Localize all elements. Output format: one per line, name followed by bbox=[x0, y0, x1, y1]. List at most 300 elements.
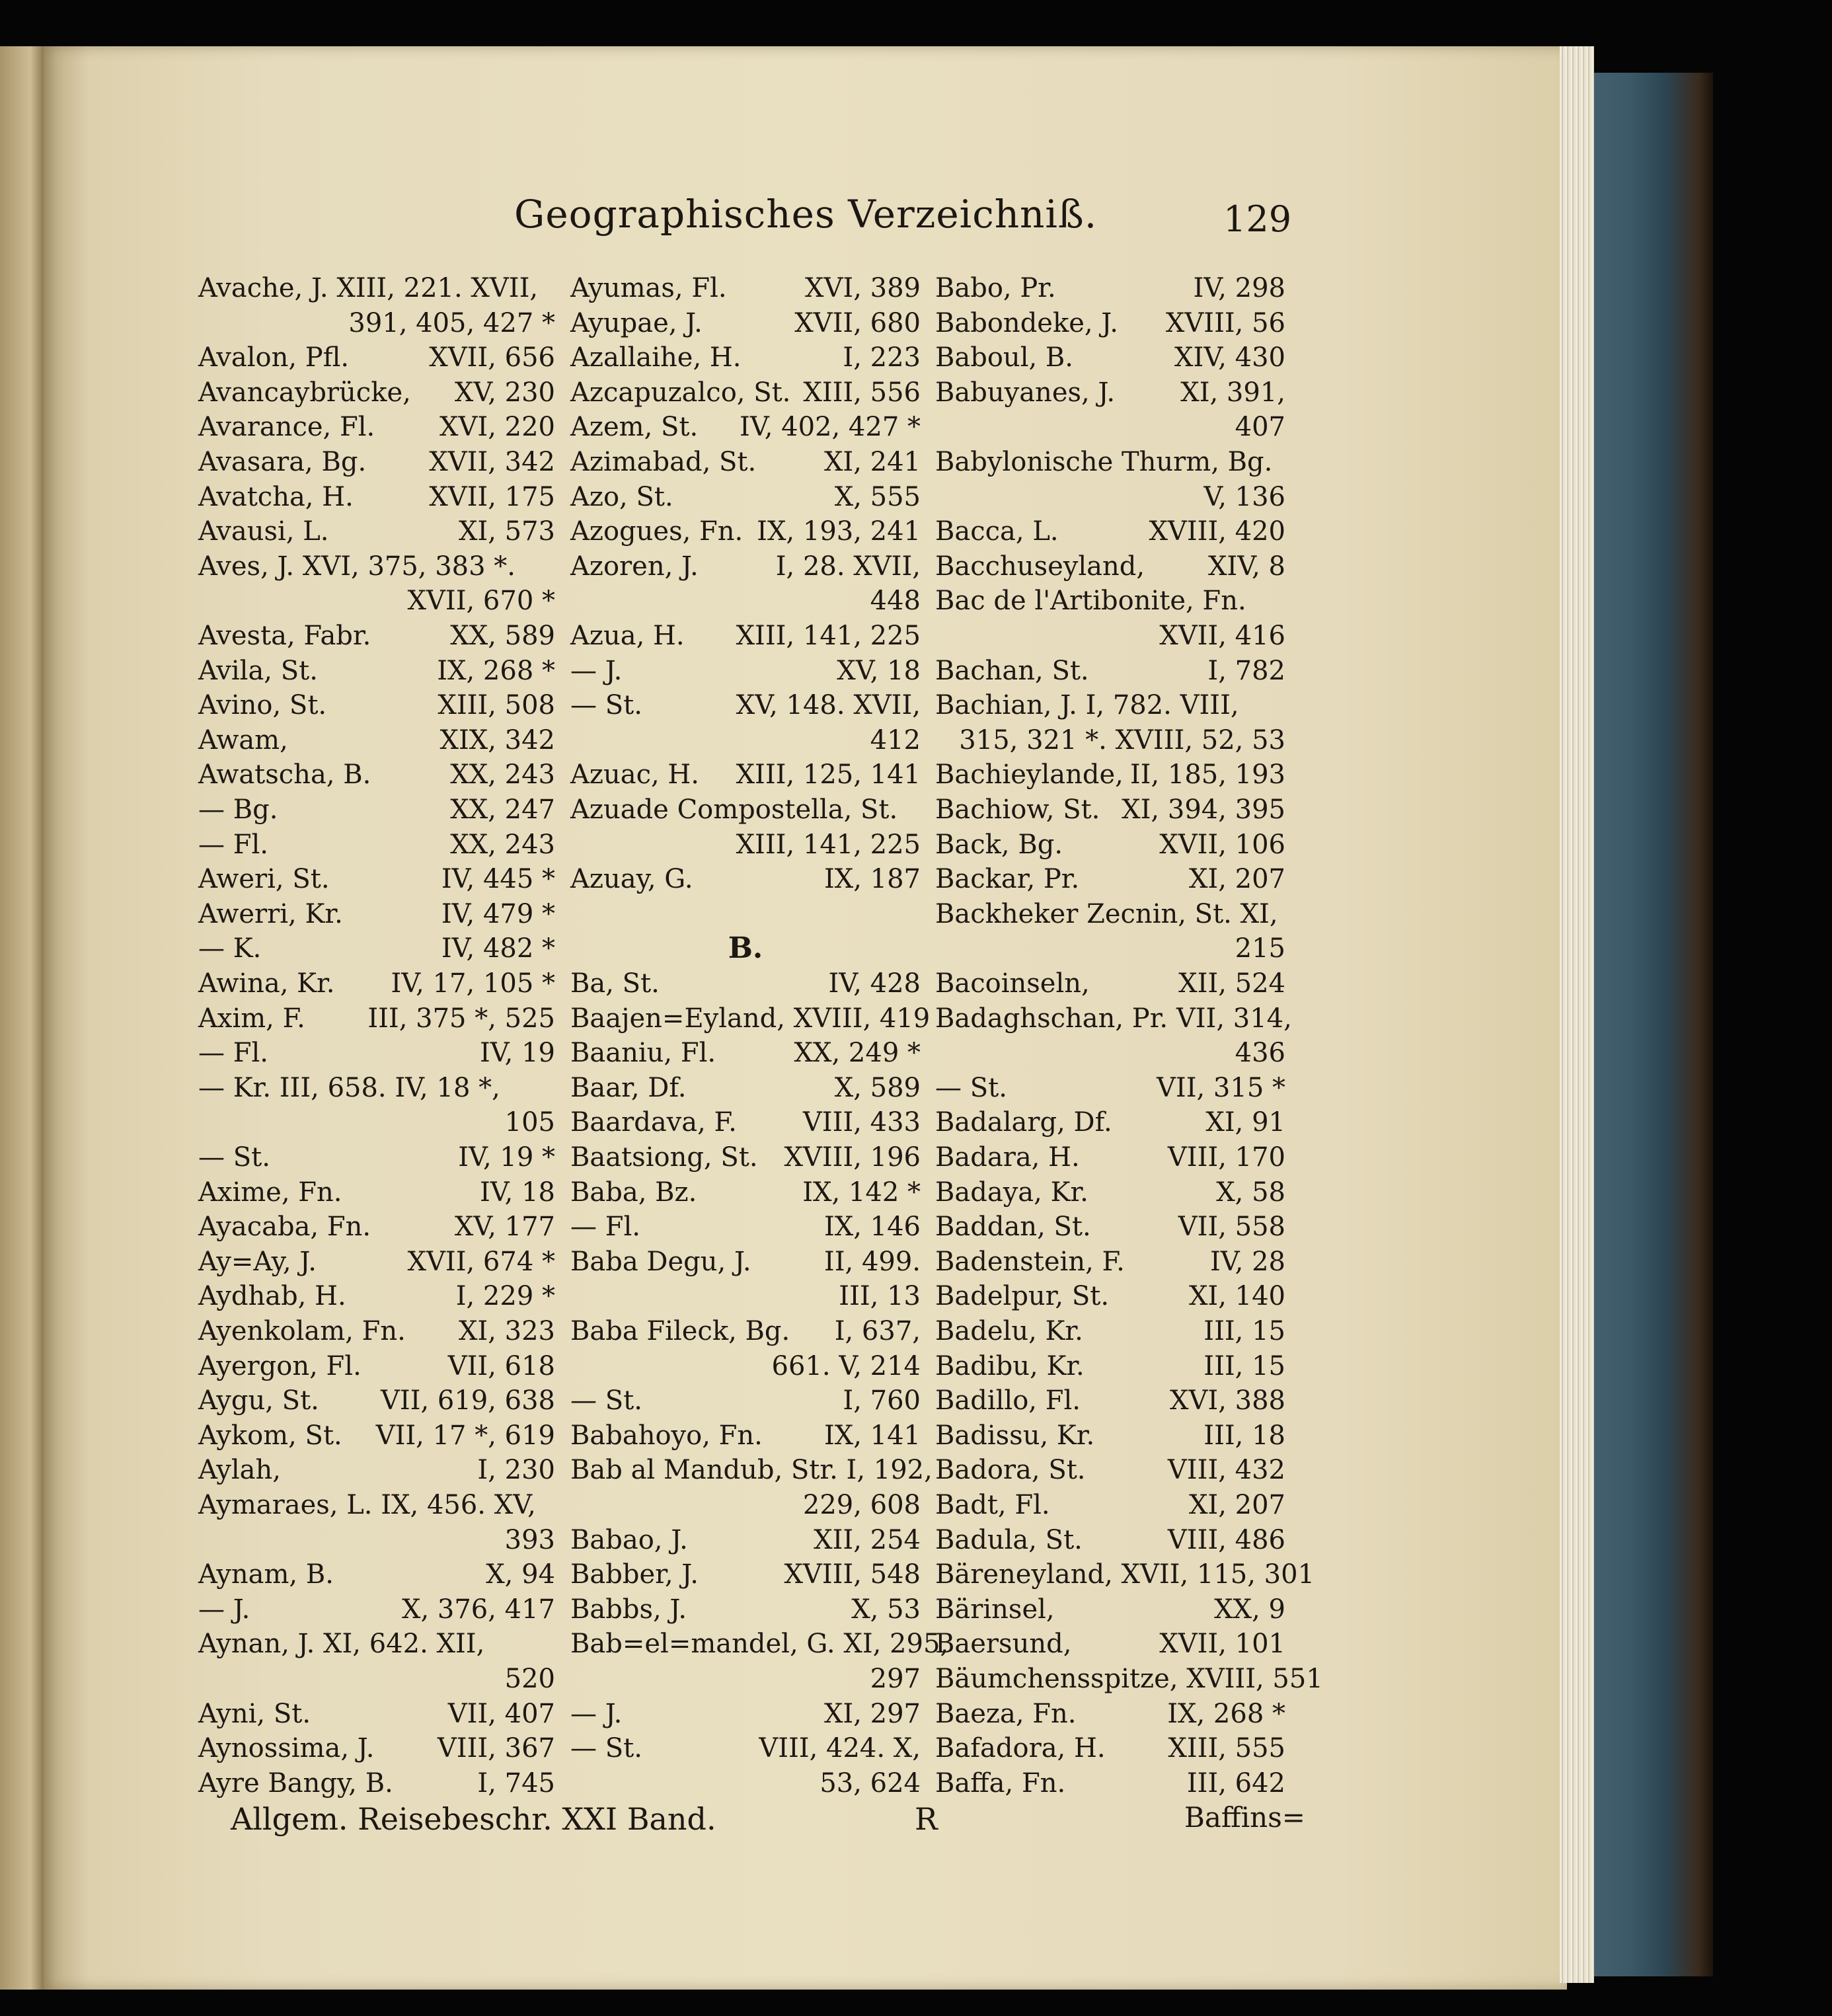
index-entry bbox=[570, 306, 921, 340]
entry-reference: XVII, 106 bbox=[1159, 829, 1285, 860]
index-entry bbox=[198, 1140, 555, 1175]
entry-reference: VII, 558 bbox=[1178, 1212, 1285, 1243]
entry-reference: VIII, 424. X, bbox=[759, 1733, 921, 1764]
entry-reference: I, 223 bbox=[843, 342, 921, 373]
entry-reference: VIII, 367 bbox=[437, 1733, 555, 1764]
entry-name: Azua, H. bbox=[570, 621, 685, 651]
entry-name: Bachiow, St. bbox=[935, 795, 1100, 825]
entry-reference: I, 760 bbox=[843, 1385, 921, 1416]
entry-reference: XVII, 175 bbox=[429, 481, 555, 512]
entry-reference: XIII, 556 bbox=[803, 377, 921, 408]
entry-reference: I, 230 bbox=[477, 1455, 555, 1486]
index-entry bbox=[198, 410, 555, 444]
entry-reference: 436 bbox=[1235, 1038, 1285, 1069]
entry-reference: IX, 141 bbox=[823, 1420, 921, 1451]
entry-reference: XX, 249 * bbox=[794, 1038, 921, 1069]
entry-name: Badissu, Kr. bbox=[935, 1420, 1095, 1451]
entry-reference: VIII, 432 bbox=[1167, 1455, 1285, 1486]
index-entry bbox=[198, 862, 555, 896]
index-entry bbox=[198, 1314, 555, 1348]
entry-reference: XII, 254 bbox=[814, 1524, 921, 1555]
index-entry bbox=[198, 306, 555, 340]
index-entry bbox=[198, 1279, 555, 1313]
entry-reference: XVIII, 56 bbox=[1165, 307, 1285, 338]
entry-name: Baajen=Eyland, XVIII, 419 bbox=[570, 1003, 931, 1034]
index-entry bbox=[198, 1349, 555, 1383]
index-entry bbox=[570, 1766, 921, 1801]
book-cover-edge bbox=[1594, 73, 1713, 1976]
index-entry bbox=[935, 340, 1285, 375]
entry-name: Aydhab, H. bbox=[198, 1281, 346, 1312]
entry-reference: IX, 187 bbox=[823, 864, 921, 895]
index-entry bbox=[935, 757, 1285, 792]
index-entry bbox=[198, 1523, 555, 1557]
entry-reference: XVII, 101 bbox=[1159, 1629, 1285, 1660]
entry-name: Bäumchensspitze, XVIII, 551 bbox=[935, 1664, 1323, 1694]
entry-name: Baar, Df. bbox=[570, 1072, 687, 1103]
entry-reference: XI, 241 bbox=[823, 447, 921, 477]
entry-name: Babahoyo, Fn. bbox=[570, 1420, 763, 1451]
index-entry bbox=[570, 1731, 921, 1765]
index-entry bbox=[935, 1001, 1292, 1036]
index-entry bbox=[935, 1453, 1285, 1487]
entry-name: Badora, St. bbox=[935, 1455, 1086, 1486]
entry-name: — Fl. bbox=[570, 1212, 640, 1243]
index-entry bbox=[198, 1175, 555, 1210]
entry-name: Babber, J. bbox=[570, 1559, 699, 1590]
page-edges bbox=[1560, 46, 1594, 1983]
index-entry bbox=[570, 1071, 921, 1105]
entry-reference: 393 bbox=[504, 1524, 555, 1555]
index-entry bbox=[935, 619, 1285, 653]
entry-name: Azem, St. bbox=[570, 412, 699, 443]
index-entry bbox=[570, 1245, 921, 1279]
entry-reference: 215 bbox=[1235, 933, 1285, 964]
entry-reference: XIII, 141, 225 bbox=[736, 829, 921, 860]
index-entry bbox=[935, 480, 1285, 514]
index-entry bbox=[570, 619, 921, 653]
index-entry bbox=[198, 584, 555, 618]
entry-name: Ayni, St. bbox=[198, 1698, 311, 1729]
entry-reference: XVII, 670 * bbox=[407, 586, 555, 617]
entry-reference: XI, 207 bbox=[1188, 1490, 1285, 1520]
entry-reference: VIII, 170 bbox=[1167, 1142, 1285, 1173]
index-entry bbox=[570, 1279, 921, 1313]
entry-reference: XI, 297 bbox=[823, 1698, 921, 1729]
entry-reference: IX, 268 * bbox=[437, 655, 555, 686]
entry-name: Bacoinseln, bbox=[935, 968, 1090, 999]
entry-name: Baba, Bz. bbox=[570, 1177, 697, 1208]
entry-name: Avache, J. XIII, 221. XVII, bbox=[198, 273, 539, 303]
page-title: Geographisches Verzeichniß. bbox=[514, 192, 1098, 237]
index-entry bbox=[198, 340, 555, 375]
index-entry bbox=[935, 1627, 1285, 1661]
entry-reference: II, 499. bbox=[823, 1246, 921, 1277]
entry-name: Baaniu, Fl. bbox=[570, 1038, 716, 1069]
index-entry bbox=[570, 966, 921, 1001]
index-entry bbox=[935, 1349, 1285, 1383]
index-entry bbox=[570, 1523, 921, 1557]
index-entry bbox=[198, 1662, 555, 1696]
entry-name: Aygu, St. bbox=[198, 1385, 319, 1416]
entry-name: Ayupae, J. bbox=[570, 307, 703, 338]
entry-reference: XX, 243 bbox=[450, 759, 555, 791]
index-entry bbox=[198, 1592, 555, 1627]
footer-volume-note: Allgem. Reisebeschr. XXI Band. bbox=[231, 1801, 716, 1837]
index-entry bbox=[935, 375, 1285, 410]
index-entry bbox=[935, 1245, 1285, 1279]
index-entry bbox=[935, 931, 1285, 966]
entry-reference: I, 229 * bbox=[455, 1281, 555, 1312]
index-entry bbox=[935, 1279, 1285, 1313]
index-entry bbox=[198, 1036, 555, 1070]
entry-reference: IX, 268 * bbox=[1167, 1698, 1285, 1729]
entry-reference: XX, 9 bbox=[1214, 1594, 1285, 1625]
entry-name: — Kr. III, 658. IV, 18 *, bbox=[198, 1072, 500, 1103]
entry-reference: III, 15 bbox=[1203, 1316, 1285, 1346]
entry-reference: VIII, 433 bbox=[802, 1107, 921, 1138]
entry-name: Bab al Mandub, Str. I, 192, bbox=[570, 1455, 933, 1486]
entry-reference: XI, 207 bbox=[1188, 864, 1285, 895]
page-number: 129 bbox=[1223, 198, 1292, 240]
entry-name: Badibu, Kr. bbox=[935, 1350, 1085, 1381]
index-entry bbox=[935, 1557, 1315, 1592]
entry-name: Avila, St. bbox=[198, 655, 318, 686]
index-entry bbox=[935, 688, 1285, 722]
index-entry bbox=[570, 1105, 921, 1140]
index-entry bbox=[570, 410, 921, 444]
entry-name: Awatscha, B. bbox=[198, 759, 371, 791]
entry-reference: XIII, 141, 225 bbox=[736, 621, 921, 651]
entry-reference: 53, 624 bbox=[820, 1767, 921, 1799]
entry-name: Baddan, St. bbox=[935, 1212, 1091, 1243]
entry-reference: X, 53 bbox=[851, 1594, 921, 1625]
index-entry bbox=[935, 410, 1285, 444]
index-entry bbox=[935, 1036, 1285, 1070]
index-entry bbox=[935, 549, 1285, 584]
entry-name: Azuac, H. bbox=[570, 759, 699, 791]
entry-name: Bärinsel, bbox=[935, 1594, 1055, 1625]
entry-name: Babao, J. bbox=[570, 1524, 688, 1555]
entry-reference: XVIII, 548 bbox=[784, 1559, 921, 1590]
entry-name: Ayacaba, Fn. bbox=[198, 1212, 371, 1243]
entry-reference: 229, 608 bbox=[802, 1490, 921, 1520]
entry-reference: XX, 247 bbox=[450, 795, 555, 825]
index-entry bbox=[935, 1140, 1285, 1175]
entry-name: Aykom, St. bbox=[198, 1420, 342, 1451]
index-entry bbox=[198, 1418, 555, 1453]
entry-reference: VII, 17 *, 619 bbox=[375, 1420, 555, 1451]
entry-name: Azuade Compostella, St. bbox=[570, 795, 898, 825]
entry-name: Bachian, J. I, 782. VIII, bbox=[935, 690, 1239, 721]
index-entry bbox=[198, 1627, 555, 1661]
index-entry bbox=[198, 1766, 555, 1801]
entry-name: Baba Fileck, Bg. bbox=[570, 1316, 790, 1346]
entry-reference: 105 bbox=[504, 1107, 555, 1138]
entry-reference: IV, 298 bbox=[1193, 273, 1285, 303]
index-entry bbox=[935, 723, 1285, 757]
entry-reference: XI, 573 bbox=[458, 516, 555, 547]
entry-name: Avancaybrücke, bbox=[198, 377, 411, 408]
entry-name: Babylonische Thurm, Bg. bbox=[935, 447, 1273, 477]
entry-name: Badalarg, Df. bbox=[935, 1107, 1112, 1138]
index-entry bbox=[935, 1175, 1285, 1210]
entry-reference: XIX, 342 bbox=[439, 724, 555, 756]
entry-reference: XVII, 680 bbox=[794, 307, 921, 338]
entry-name: Azcapuzalco, St. bbox=[570, 377, 791, 408]
index-entry bbox=[935, 793, 1285, 827]
entry-name: Ay=Ay, J. bbox=[198, 1246, 317, 1277]
index-entry bbox=[198, 271, 555, 305]
left-page-edge bbox=[0, 46, 44, 1990]
entry-name: Aynossima, J. bbox=[198, 1733, 375, 1764]
index-entry bbox=[935, 1662, 1323, 1696]
entry-reference: I, 637, bbox=[834, 1316, 921, 1346]
index-entry bbox=[935, 1523, 1285, 1557]
entry-reference: IV, 28 bbox=[1209, 1246, 1285, 1277]
index-entry bbox=[198, 1001, 555, 1036]
entry-reference: XVII, 342 bbox=[429, 447, 555, 477]
entry-reference: IV, 19 * bbox=[458, 1142, 555, 1173]
entry-reference: XV, 148. XVII, bbox=[736, 690, 921, 721]
index-entry bbox=[198, 757, 555, 792]
entry-reference: I, 782 bbox=[1207, 655, 1285, 686]
entry-reference: IX, 146 bbox=[823, 1212, 921, 1243]
index-entry bbox=[570, 1314, 921, 1348]
entry-reference: XVI, 220 bbox=[439, 412, 555, 443]
entry-name: Aves, J. XVI, 375, 383 *. bbox=[198, 551, 515, 582]
entry-name: Badenstein, F. bbox=[935, 1246, 1125, 1277]
index-entry bbox=[570, 1453, 933, 1487]
index-entry bbox=[198, 654, 555, 688]
entry-name: Babbs, J. bbox=[570, 1594, 687, 1625]
entry-name: Baeza, Fn. bbox=[935, 1698, 1077, 1729]
entry-reference: X, 555 bbox=[834, 481, 921, 512]
entry-name: — J. bbox=[198, 1594, 250, 1625]
index-entry bbox=[935, 1383, 1285, 1418]
entry-reference: XIV, 430 bbox=[1174, 342, 1285, 373]
index-entry bbox=[198, 828, 555, 862]
entry-name: Aweri, St. bbox=[198, 864, 330, 895]
entry-reference: II, 185, 193 bbox=[1129, 759, 1285, 791]
index-entry bbox=[570, 340, 921, 375]
index-entry bbox=[935, 966, 1285, 1001]
entry-name: Azo, St. bbox=[570, 481, 673, 512]
index-entry bbox=[570, 1488, 921, 1522]
index-entry bbox=[570, 1140, 921, 1175]
index-entry bbox=[935, 1314, 1285, 1348]
index-entry bbox=[198, 1488, 555, 1522]
entry-name: — St. bbox=[198, 1142, 270, 1173]
entry-reference: III, 13 bbox=[839, 1281, 921, 1312]
entry-name: B. bbox=[728, 931, 763, 966]
index-entry bbox=[570, 1557, 921, 1592]
entry-reference: XV, 18 bbox=[837, 655, 921, 686]
entry-reference: I, 745 bbox=[477, 1767, 555, 1799]
index-entry bbox=[570, 514, 921, 549]
index-entry bbox=[198, 549, 555, 584]
entry-name: Aynan, J. XI, 642. XII, bbox=[198, 1629, 485, 1660]
entry-reference: XIII, 555 bbox=[1168, 1733, 1285, 1764]
signature-mark: R bbox=[915, 1801, 938, 1837]
entry-name: Badula, St. bbox=[935, 1524, 1083, 1555]
entry-name: — St. bbox=[570, 1385, 642, 1416]
entry-reference: III, 642 bbox=[1186, 1767, 1285, 1799]
entry-name: Aynam, B. bbox=[198, 1559, 334, 1590]
entry-reference: XIII, 125, 141 bbox=[736, 759, 921, 791]
index-entry bbox=[935, 862, 1285, 896]
entry-name: — St. bbox=[570, 690, 642, 721]
entry-reference: VII, 407 bbox=[447, 1698, 555, 1729]
entry-name: Ayumas, Fl. bbox=[570, 273, 727, 303]
entry-name: Badelpur, St. bbox=[935, 1281, 1110, 1312]
entry-reference: XVI, 388 bbox=[1170, 1385, 1285, 1416]
index-entry bbox=[570, 1036, 921, 1070]
entry-reference: III, 15 bbox=[1203, 1350, 1285, 1381]
entry-name: Avesta, Fabr. bbox=[198, 621, 371, 651]
index-entry bbox=[198, 1383, 555, 1418]
entry-name: Baba Degu, J. bbox=[570, 1246, 751, 1277]
entry-reference: VII, 618 bbox=[447, 1350, 555, 1381]
entry-name: Ayenkolam, Fn. bbox=[198, 1316, 406, 1346]
entry-reference: XVI, 389 bbox=[805, 273, 921, 303]
entry-reference: I, 28. XVII, bbox=[775, 551, 921, 582]
entry-name: Backheker Zecnin, St. XI, bbox=[935, 898, 1278, 929]
index-entry bbox=[935, 1731, 1285, 1765]
entry-name: Bafadora, H. bbox=[935, 1733, 1106, 1764]
index-entry bbox=[570, 1662, 921, 1696]
entry-name: Bäreneyland, XVII, 115, 301 bbox=[935, 1559, 1315, 1590]
entry-name: Axim, F. bbox=[198, 1003, 305, 1034]
index-entry bbox=[570, 757, 921, 792]
entry-name: — J. bbox=[570, 1698, 623, 1729]
index-entry bbox=[570, 654, 921, 688]
entry-reference: VII, 619, 638 bbox=[380, 1385, 555, 1416]
entry-reference: IV, 445 * bbox=[441, 864, 555, 895]
entry-name: Awam, bbox=[198, 724, 288, 756]
book-page bbox=[44, 46, 1567, 1990]
index-entry bbox=[570, 445, 921, 479]
index-entry bbox=[935, 897, 1285, 931]
index-entry bbox=[570, 1592, 921, 1627]
index-entry bbox=[570, 1349, 921, 1383]
entry-name: Babo, Pr. bbox=[935, 273, 1056, 303]
index-entry bbox=[198, 931, 555, 966]
index-entry bbox=[570, 828, 921, 862]
entry-name: Azimabad, St. bbox=[570, 447, 757, 477]
entry-reference: IX, 193, 241 bbox=[757, 516, 921, 547]
index-entry bbox=[935, 1210, 1285, 1244]
index-entry bbox=[935, 1071, 1285, 1105]
entry-reference: XX, 589 bbox=[450, 621, 555, 651]
index-entry bbox=[570, 862, 921, 896]
entry-reference: X, 589 bbox=[834, 1072, 921, 1103]
entry-name: Avasara, Bg. bbox=[198, 447, 367, 477]
index-entry bbox=[570, 375, 921, 410]
entry-reference: VII, 315 * bbox=[1157, 1072, 1285, 1103]
index-entry bbox=[935, 584, 1285, 618]
entry-reference: XV, 177 bbox=[454, 1212, 555, 1243]
entry-name: Avarance, Fl. bbox=[198, 412, 375, 443]
entry-reference: IV, 482 * bbox=[441, 933, 555, 964]
index-entry bbox=[570, 1175, 921, 1210]
entry-name: Awina, Kr. bbox=[198, 968, 335, 999]
index-entry bbox=[570, 793, 921, 827]
entry-reference: IV, 19 bbox=[479, 1038, 555, 1069]
index-entry bbox=[198, 619, 555, 653]
entry-reference: XVII, 656 bbox=[429, 342, 555, 373]
entry-reference: X, 94 bbox=[486, 1559, 555, 1590]
entry-reference: XVIII, 420 bbox=[1149, 516, 1285, 547]
index-entry bbox=[935, 306, 1285, 340]
index-entry bbox=[935, 271, 1285, 305]
catchword: Baffins= bbox=[1184, 1801, 1305, 1834]
entry-reference: XI, 391, bbox=[1180, 377, 1285, 408]
entry-reference: XVIII, 196 bbox=[784, 1142, 921, 1173]
entry-reference: XIV, 8 bbox=[1207, 551, 1285, 582]
entry-reference: 407 bbox=[1235, 412, 1285, 443]
index-entry bbox=[198, 1071, 555, 1105]
entry-reference: IV, 18 bbox=[479, 1177, 555, 1208]
index-entry bbox=[198, 1697, 555, 1731]
entry-name: — St. bbox=[935, 1072, 1007, 1103]
entry-name: Back, Bg. bbox=[935, 829, 1063, 860]
entry-reference: IV, 402, 427 * bbox=[740, 412, 921, 443]
entry-name: Axime, Fn. bbox=[198, 1177, 342, 1208]
entry-reference: 391, 405, 427 * bbox=[348, 307, 555, 338]
entry-name: Azogues, Fn. bbox=[570, 516, 744, 547]
entry-reference: XI, 140 bbox=[1188, 1281, 1285, 1312]
index-entry bbox=[198, 1210, 555, 1244]
section-heading bbox=[570, 931, 921, 966]
index-entry bbox=[570, 688, 921, 722]
entry-reference: 448 bbox=[870, 586, 921, 617]
entry-name: Azuay, G. bbox=[570, 864, 693, 895]
index-entry bbox=[570, 1383, 921, 1418]
entry-reference: V, 136 bbox=[1203, 481, 1285, 512]
entry-reference: III, 375 *, 525 bbox=[367, 1003, 555, 1034]
index-entry bbox=[935, 828, 1285, 862]
index-entry bbox=[570, 271, 921, 305]
entry-name: Avatcha, H. bbox=[198, 481, 354, 512]
entry-name: Ayergon, Fl. bbox=[198, 1350, 362, 1381]
index-entry bbox=[198, 514, 555, 549]
entry-reference: IV, 428 bbox=[828, 968, 921, 999]
index-entry bbox=[198, 966, 555, 1001]
entry-name: Baffa, Fn. bbox=[935, 1767, 1066, 1799]
index-entry bbox=[198, 793, 555, 827]
index-entry bbox=[570, 1697, 921, 1731]
index-entry bbox=[570, 723, 921, 757]
entry-reference: 661. V, 214 bbox=[771, 1350, 921, 1381]
index-entry bbox=[198, 897, 555, 931]
entry-name: Baboul, B. bbox=[935, 342, 1074, 373]
entry-name: — Bg. bbox=[198, 795, 278, 825]
entry-reference: X, 58 bbox=[1216, 1177, 1285, 1208]
index-entry bbox=[198, 723, 555, 757]
entry-name: Avausi, L. bbox=[198, 516, 329, 547]
entry-name: — K. bbox=[198, 933, 262, 964]
index-entry bbox=[570, 1627, 949, 1661]
index-entry bbox=[570, 897, 921, 931]
index-entry bbox=[570, 1418, 921, 1453]
index-entry bbox=[935, 1105, 1285, 1140]
entry-name: — St. bbox=[570, 1733, 642, 1764]
index-entry bbox=[935, 1592, 1285, 1627]
entry-reference: XIII, 508 bbox=[438, 690, 555, 721]
entry-reference: VIII, 486 bbox=[1167, 1524, 1285, 1555]
entry-reference: XX, 243 bbox=[450, 829, 555, 860]
